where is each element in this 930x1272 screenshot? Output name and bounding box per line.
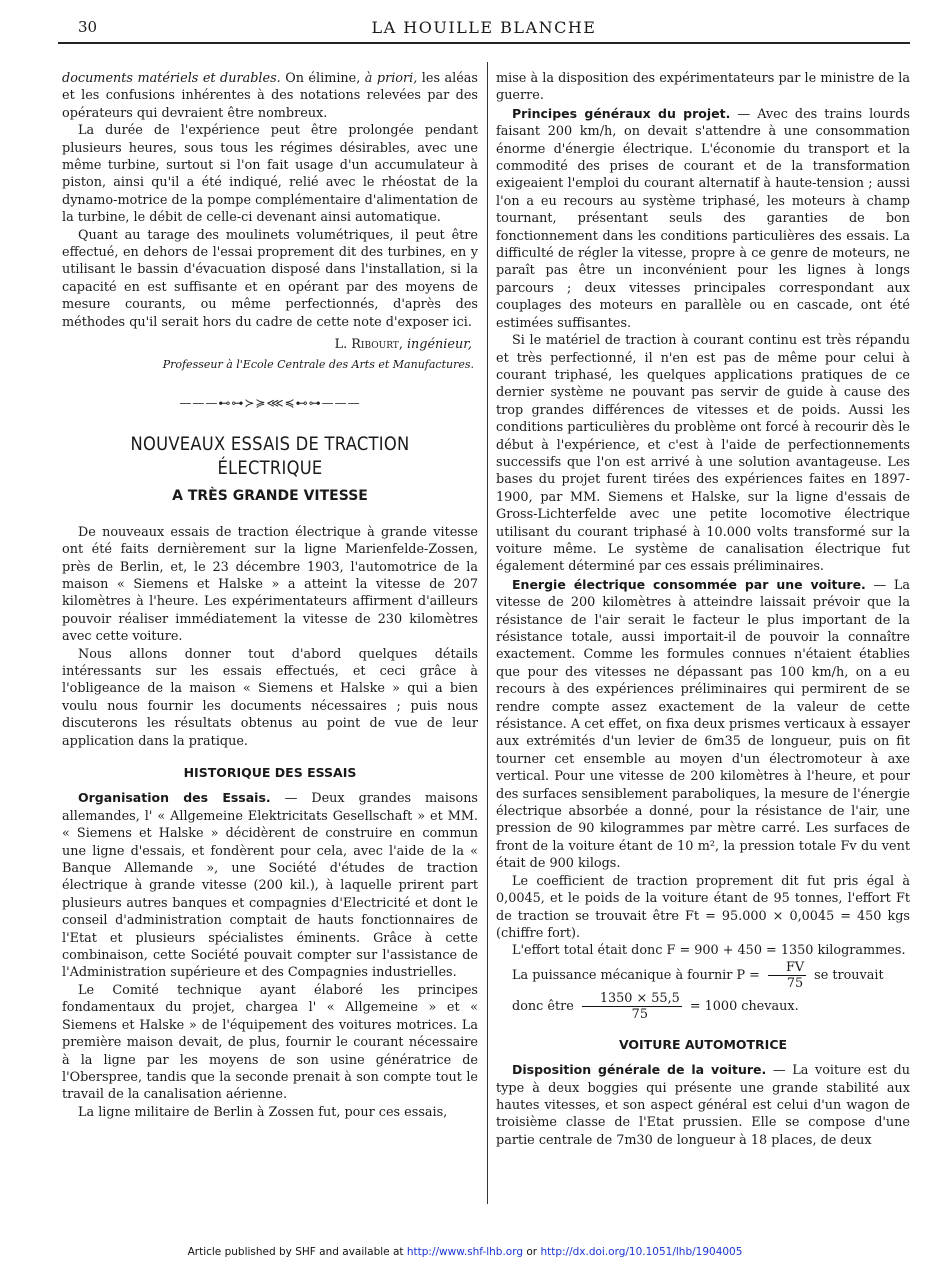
page-header — [58, 16, 910, 44]
text-run: — La voiture est du type à deux boggies qui présente une grande stabilité aux hautes vitesses, et son aspect général est celui d'un wagon de troisième classe de l'Etat prussien. Elle se compose d'une partie centrale de 7m30 de longueur à 18 places, de deux — [496, 1063, 910, 1148]
run-in-heading: Principes généraux du projet. — [512, 105, 731, 121]
footer-text: or — [523, 1246, 541, 1258]
author-role: ingénieur, — [402, 337, 472, 353]
text-run: — Deux grandes maisons allemandes, l' « Allgemeine Elektricitats Gesellschaft » et MM. « Siemens et Halske » décidèrent de construire en commun une ligne d'essais, et fondèrent pour cela, avec l'aide de la « Banque Allemande », une Société d'études de traction électrique à grande vitesse (200 kil.), à laquelle prirent part plusieurs autres banques et compagnies d'Electricité et dont le conseil d'administration comptait de hauts fonctionnaires de l'Etat et plusieurs spécialistes éminents. Grâce à cette combinaison, cette Société pouvait compter sur l'assistance de l'Administration supérieure et des Compagnies industrielles. — [62, 791, 478, 981]
paragraph: De nouveaux essais de traction électrique à grande vitesse ont été faits dernièrement sur la ligne Marienfelde-Zossen, près de Berlin, et, le 23 décembre 1903, l'automotrice de la maison « Siemens et Halske » a atteint la vitesse de 207 kilomètres à l'heure. Les expérimentateurs affirment d'ailleurs pouvoir réaliser immédiatement la vitesse de 230 kilomètres avec cette voiture. — [62, 524, 478, 645]
page-number: 30 — [78, 18, 98, 36]
formula-horsepower — [496, 991, 910, 1022]
paragraph: Nous allons donner tout d'abord quelques détails intéressants sur les essais effectués, et ceci grâce à l'obligeance de la maison « Siemens et Halske » qui a bien voulu nous fournir les documents nécessaires ; puis nous discuterons les résultats obtenus au point de vue de leur application dans la pratique. — [62, 646, 478, 749]
paragraph — [62, 70, 478, 122]
fraction-numerator: 1350 × 55,5 — [582, 991, 682, 1007]
fraction — [582, 991, 682, 1022]
paragraph: Le coefficient de traction proprement dit fut pris égal à 0,0045, et le poids de la voiture étant de 95 tonnes, l'effort Ft de traction se trouvait être Ft = 95.000 × 0,0045 = 450 kgs (chiffre fort). — [496, 873, 910, 941]
paragraph: Le Comité technique ayant élaboré les principes fondamentaux du projet, chargea l' « Allgemeine » et « Siemens et Halske » de l'équipement des voitures motrices. La première maison devait, de plus, fournir le courant nécessaire à la ligne par les moyens de son usine génératrice de l'Oberspree, tandis que la seconde prenait à son compte tout le travail de la canalisation aérienne. — [62, 982, 478, 1103]
right-column — [496, 70, 910, 1205]
journal-title: LA HOUILLE BLANCHE — [371, 18, 597, 37]
italic-text: à priori, — [364, 71, 418, 86]
author-name: L. Ribourt, — [334, 337, 403, 353]
author-signature — [62, 336, 478, 353]
page-footer — [0, 1246, 930, 1258]
italic-text: documents matériels et durables. — [62, 71, 281, 86]
text-run: On élimine, — [280, 71, 365, 86]
text-run: se trouvait — [810, 967, 884, 983]
paragraph: Quant au tarage des moulinets volumétriques, il peut être effectué, en dehors de l'essai proprement dit des turbines, en y utilisant le bassin d'évacuation disposé dans l'installation, si la capacité en est suffisante et en opérant par des moyens de mesure courants, ou même perfectionnés, d'après des méthodes qu'il serait hors du cadre de cette note d'exposer ici. — [62, 227, 478, 330]
section-heading: VOITURE AUTOMOTRICE — [618, 1036, 788, 1052]
footer-text: Article published by SHF and available at — [187, 1246, 407, 1258]
left-column — [62, 70, 478, 1205]
article-subtitle: A TRÈS GRANDE VITESSE — [172, 488, 368, 505]
paragraph: L'effort total était donc F = 900 + 450 = 1350 kilogrammes. — [512, 943, 906, 959]
paragraph: mise à la disposition des expérimentateurs par le ministre de la guerre. — [496, 71, 910, 104]
formula-power — [496, 960, 910, 991]
paragraph — [62, 789, 478, 981]
paragraph: Si le matériel de traction à courant continu est très répandu et très perfectionné, il n'en est pas de même pour celui à courant triphasé, les quelques applications pratiques de ce dernier système ne pouvant pas servir de guide à cause des trop grandes différences de vitesses et de poids. Aussi les conditions particulières du problème ont forcé à recourir dès le début à l'expérience, et c'est à l'aide de perfectionnements successifs que l'on est arrivé à une solution avantageuse. Les bases du projet furent tirées des expériences faites en 1897-1900, par MM. Siemens et Halske, sur la ligne d'essais de Gross-Lichterfelde avec une petite locomotive électrique utilisant du courant triphasé à 10.000 volts transformé sur la voiture même. Le système de canalisation électrique fut également déterminé par ces essais préliminaires. — [496, 333, 910, 575]
fraction-numerator: FV — [768, 960, 806, 976]
text-run: — La vitesse de 200 kilomètres à atteindre laissait prévoir que la résistance de l'air serait le facteur le plus important de la résistance totale, aussi importait-il de pouvoir la connaître exactement. Comme les formules connues n'étaient établies que pour des vitesses ne dépassant pas 100 km/h, on a eu recours à des expériences préliminaires qui permirent de se rendre compte assez exactement de la valeur de cette résistance. A cet effet, on fixa deux prismes verticaux à essayer aux extrémités d'un levier de 6m35 de longueur, puis on fit tourner cet ensemble au moyen d'un électromoteur à axe vertical. Pour une vitesse de 200 kilomètres à l'heure, et pour des surfaces sensiblement paraboliques, la mesure de l'énergie électrique absorbée a donné, pour la résistance de l'air, une pression de 90 kilogrammes par mètre carré. Les surfaces de front de la voiture étant de 10 m², la pression totale Fv du vent était de 900 kilogs. — [496, 577, 910, 872]
paragraph: La durée de l'expérience peut être prolongée pendant plusieurs heures, sous tous les régimes désirables, avec une même turbine, surtout si l'on fait usage d'un accumulateur à piston, ainsi qu'il a été indiqué, relié avec le rhéostat de la dynamo-motrice de la pompe complémentaire d'alimentation de la turbine, le débit de celle-ci devenant ainsi automatique. — [62, 123, 478, 226]
paragraph — [496, 1061, 910, 1149]
ornament-divider: ———⊷⊶≻≽⋘≼⊷⊶——— — [179, 395, 361, 410]
footer-link-shf[interactable]: http://www.shf-lhb.org — [406, 1246, 524, 1258]
run-in-heading: Organisation des Essais. — [78, 790, 271, 806]
paragraph: La ligne militaire de Berlin à Zossen fut, pour ces essais, — [78, 1104, 448, 1120]
text-run: les aléas et les confusions inhérentes à des notations relevées par des opérateurs qui devraient être nombreux. — [62, 71, 478, 121]
fraction-denominator: 75 — [786, 975, 804, 991]
fraction — [768, 960, 806, 991]
article-title: NOUVEAUX ESSAIS DE TRACTION ÉLECTRIQUE — [130, 433, 410, 480]
section-heading: HISTORIQUE DES ESSAIS — [183, 765, 357, 780]
text-run: donc être — [512, 998, 578, 1014]
paragraph — [496, 576, 910, 873]
author-affiliation: Professeur à l'Ecole Centrale des Arts et Manufactures. — [162, 357, 474, 371]
paragraph — [496, 105, 910, 332]
footer-link-doi[interactable]: http://dx.doi.org/10.1051/lhb/1904005 — [540, 1246, 743, 1258]
column-divider — [487, 62, 488, 1204]
fraction-denominator: 75 — [631, 1006, 648, 1022]
run-in-heading: Energie électrique consommée par une voiture. — [512, 576, 866, 592]
run-in-heading: Disposition générale de la voiture. — [512, 1062, 767, 1078]
text-run: — Avec des trains lourds faisant 200 km/h, on devait s'attendre à une consommation énorme d'énergie électrique. L'économie du transport et la commodité des prises de courant et de la transformation exigeaient l'emploi du courant alternatif à haute-tension ; aussi l'on a eu recours au système triphasé, les moteurs à champ tournant, présentant seuls des garanties de bon fonctionnement dans les conditions particulières des essais. La difficulté de régler la vitesse, propre à ce genre de moteurs, ne paraît pas être un inconvénient pour les lignes à longs parcours ; deux vitesses principales correspondant aux couplages des moteurs en parallèle ou en cascade, ont été estimées suffisantes. — [496, 106, 910, 331]
text-run: La puissance mécanique à fournir P = — [512, 967, 764, 983]
text-run: = 1000 chevaux. — [685, 998, 799, 1014]
